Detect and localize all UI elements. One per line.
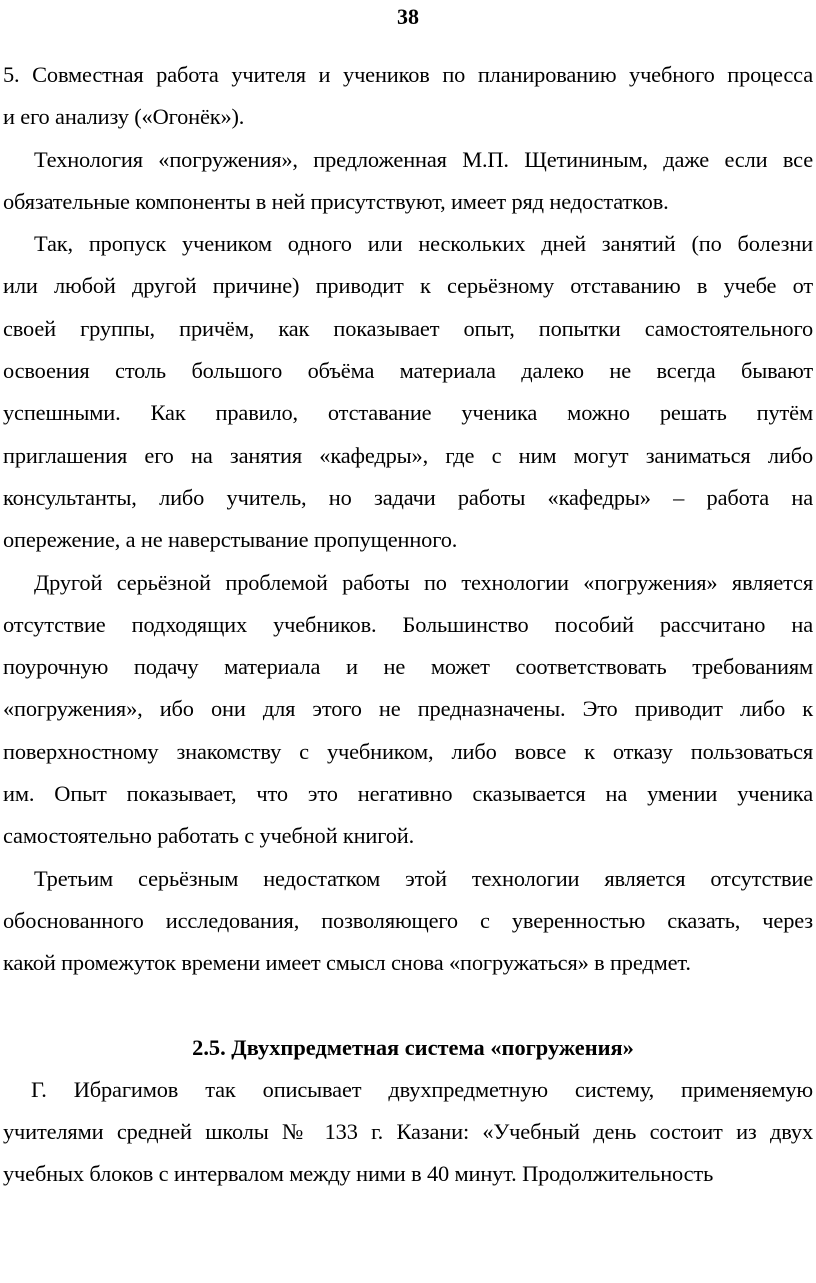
paragraph-line: самостоятельно работать с учебной книгой.	[3, 823, 415, 849]
paragraph-line: своей группы, причём, как показывает опыт, попытки самостоятельного	[3, 315, 813, 341]
paragraph-line: опережение, а не наверстывание пропущенного.	[3, 527, 458, 553]
paragraph-line: поверхностному знакомству с учебником, либо вовсе к отказу пользоваться	[3, 738, 813, 764]
section-heading: 2.5. Двухпредметная система «погружения»	[192, 1034, 634, 1060]
paragraph-line: «погружения», ибо они для этого не предназначены. Это приводит либо к	[3, 696, 813, 722]
paragraph-line: успешными. Как правило, отставание ученика можно решать путём	[3, 400, 813, 426]
body-text	[3, 54, 813, 1196]
paragraph-line: приглашения его на занятия «кафедры», где с ним могут заниматься либо	[3, 442, 813, 468]
paragraph-line: учителями средней школы № 133 г. Казани: «Учебный день состоит из двух	[3, 1119, 813, 1145]
paragraph-line: Так, пропуск учеником одного или нескольких дней занятий (по болезни	[34, 231, 813, 257]
paragraph-line: поурочную подачу материала и не может соответствовать требованиям	[3, 654, 813, 680]
paragraph-line: обязательные компоненты в ней присутствуют, имеет ряд недостатков.	[3, 188, 669, 214]
paragraph-line: отсутствие подходящих учебников. Большинство пособий рассчитано на	[3, 611, 813, 637]
paragraph-line: консультанты, либо учитель, но задачи работы «кафедры» – работа на	[3, 484, 813, 510]
section-spacer	[3, 985, 813, 1027]
paragraph-line: или любой другой причине) приводит к серьёзному отставанию в учебе от	[3, 273, 813, 299]
paragraph-line: Г. Ибрагимов так описывает двухпредметную систему, применяемую	[31, 1076, 813, 1102]
paragraph-line: освоения столь большого объёма материала далеко не всегда бывают	[3, 358, 813, 384]
paragraph-line: им. Опыт показывает, что это негативно сказывается на умении ученика	[3, 781, 813, 807]
paragraph-line: учебных блоков с интервалом между ними в 40 минут. Продолжительность	[3, 1161, 714, 1187]
page-number: 38	[397, 4, 419, 29]
paragraph-line: и его анализу («Огонёк»).	[3, 104, 245, 130]
paragraph-line: какой промежуток времени имеет смысл снова «погружаться» в предмет.	[3, 950, 691, 976]
paragraph-line: Технология «погружения», предложенная М.П. Щетининым, даже если все	[34, 146, 813, 172]
paragraph-line: обоснованного исследования, позволяющего с уверенностью сказать, через	[3, 907, 813, 933]
paragraph-line: Третьим серьёзным недостатком этой технологии является отсутствие	[34, 865, 813, 891]
paragraph-line: 5. Совместная работа учителя и учеников по планированию учебного процесса	[3, 62, 813, 87]
paragraph-line: Другой серьёзной проблемой работы по технологии «погружения» является	[34, 569, 813, 595]
